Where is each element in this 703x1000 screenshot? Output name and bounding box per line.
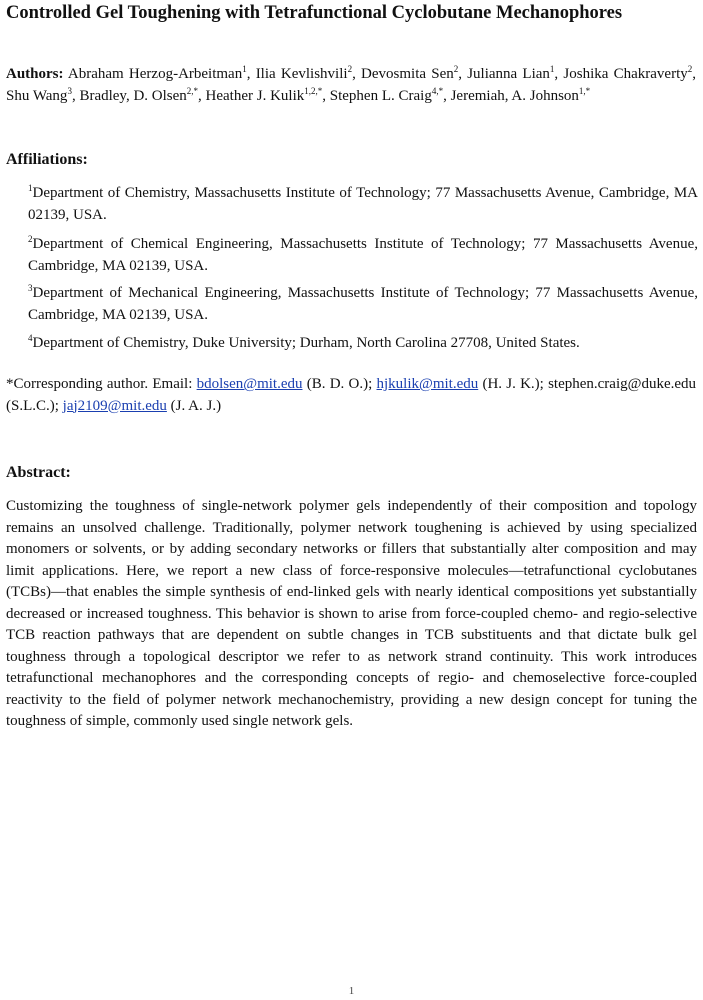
affiliation-number: 2 <box>28 234 33 244</box>
author-name: Ilia Kevlishvili <box>255 66 348 82</box>
author-affiliation-sup: 2 <box>453 64 459 74</box>
abstract-heading: Abstract: <box>6 464 71 481</box>
author-name: Shu Wang <box>6 87 68 104</box>
page-number: 1 <box>348 985 355 997</box>
author-separator: , <box>443 87 451 104</box>
corresponding-text-2: (H. J. K.); stephen.craig@duke.edu (S.L.C.); <box>6 376 697 414</box>
author-name: Joshika Chakraverty <box>563 66 688 82</box>
affiliation-3 <box>28 283 698 326</box>
author-affiliation-sup: 4,* <box>431 85 444 96</box>
author-separator: , <box>458 66 468 82</box>
author-affiliation-sup: 2 <box>347 64 353 74</box>
affiliations-heading: Affiliations: <box>6 151 88 168</box>
affiliation-4 <box>28 333 698 355</box>
corresponding-authors <box>6 374 696 417</box>
affiliation-2 <box>28 234 698 277</box>
abstract-body: Customizing the toughness of single-network polymer gels independently of their composition and topology remains an unsolved challenge. Traditionally, polymer network toughening is achieved by using specialized monomers or solvents, or by adding secondary networks or fillers that substantially alter composition and may limit applications. Here, we report a new class of force-responsive molecules—tetrafunctional cyclobutanes (TCBs)—that enables the simple synthesis of end-linked gels with nearly identical compositions yet substantially decreased or increased toughness. This behavior is shown to arise from force-coupled chemo- and regio-selective TCB reaction pathways that are dependent on subtle changes in TCB substituents and that dictate bulk gel toughness through a topological descriptor we refer to as network strand continuity. This work introduces tetrafunctional mechanophores and the corresponding concepts of regio- and chemoselective force-coupled reactivity to the field of polymer network mechanochemistry, providing a new design concept for tuning the toughness of simple, commonly used single network gels. <box>6 498 697 729</box>
author-affiliation-sup: 1,* <box>578 85 591 96</box>
author-name: Bradley, D. Olsen <box>79 87 187 104</box>
author-name: Abraham Herzog-Arbeitman <box>67 66 243 82</box>
author-separator: , <box>322 87 330 104</box>
author-name: Jeremiah, A. Johnson <box>450 87 579 104</box>
affiliation-text: Department of Mechanical Engineering, Massachusetts Institute of Technology; 77 Massachusetts Avenue, Cambridge, MA 02139, USA. <box>28 285 698 323</box>
corresponding-label: *Corresponding author. Email: <box>6 376 197 392</box>
author-affiliation-sup: 2 <box>687 64 693 74</box>
author-affiliation-sup: 3 <box>67 85 72 96</box>
corresponding-text-3: (J. A. J.) <box>166 397 222 414</box>
affiliation-text: Department of Chemical Engineering, Massachusetts Institute of Technology; 77 Massachusetts Avenue, Cambridge, MA 02139, USA. <box>28 236 698 274</box>
author-affiliation-sup: 1 <box>549 64 555 74</box>
author-separator: , <box>71 87 80 104</box>
email-link-johnson[interactable]: jaj2109@mit.edu <box>62 397 167 414</box>
author-separator: , <box>352 66 362 82</box>
author-name: Heather J. Kulik <box>205 87 305 104</box>
author-affiliation-sup: 1 <box>242 64 247 74</box>
author-affiliation-sup: 2,* <box>186 85 199 96</box>
affiliation-text: Department of Chemistry, Duke University; Durham, North Carolina 27708, United States. <box>32 335 580 351</box>
author-separator: , <box>198 87 206 104</box>
authors-names <box>6 66 696 104</box>
author-separator: , <box>246 66 256 82</box>
author-name: Devosmita Sen <box>361 66 454 82</box>
authors-label: Authors: <box>6 66 64 82</box>
corresponding-text-1: (B. D. O.); <box>302 376 377 392</box>
affiliation-number: 3 <box>28 283 33 293</box>
author-name: Julianna Lian <box>467 66 550 82</box>
email-link-kulik[interactable]: hjkulik@mit.edu <box>376 376 479 392</box>
paper-title: Controlled Gel Toughening with Tetrafunctional Cyclobutane Mechanophores <box>6 3 623 23</box>
author-affiliation-sup: 1,2,* <box>304 85 323 96</box>
author-separator: , <box>692 66 696 82</box>
affiliation-text: Department of Chemistry, Massachusetts Institute of Technology; 77 Massachusetts Avenue, Cambridge, MA 02139, USA. <box>28 185 698 223</box>
author-name: Stephen L. Craig <box>329 87 432 104</box>
email-link-olsen[interactable]: bdolsen@mit.edu <box>196 376 303 392</box>
author-separator: , <box>554 66 564 82</box>
author-list <box>6 64 696 107</box>
affiliation-1 <box>28 183 698 226</box>
affiliation-number: 1 <box>28 183 33 193</box>
affiliation-number: 4 <box>28 333 33 343</box>
